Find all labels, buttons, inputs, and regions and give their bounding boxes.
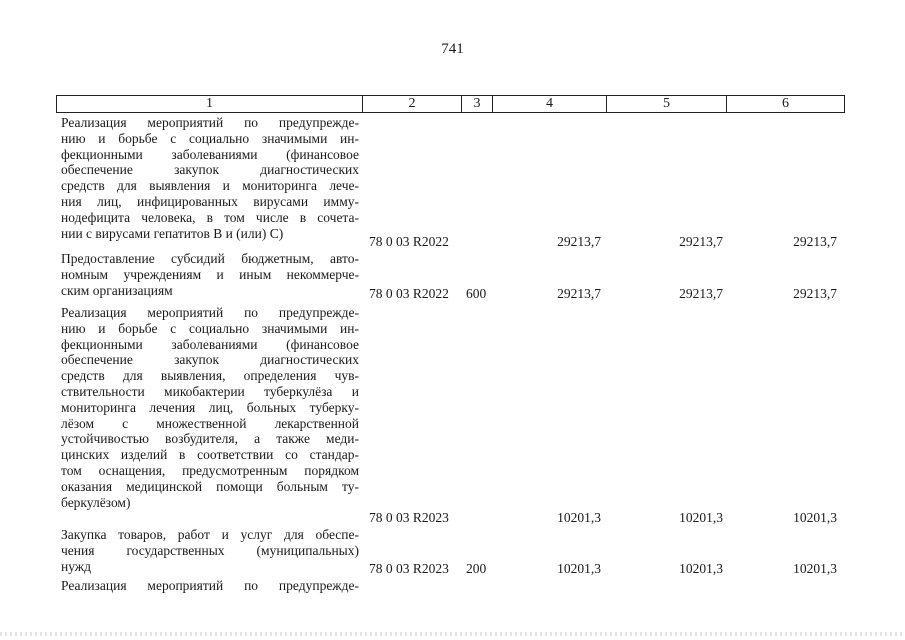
header-cell-2: 2	[362, 96, 461, 112]
description-line: средств для выявления и мониторинга лече-	[61, 178, 359, 194]
description-line: Предоставление субсидий бюджетным, авто-	[61, 251, 359, 266]
description-line: цинских изделий в соответствии со стандар-	[61, 447, 359, 463]
table-row-description	[61, 578, 359, 594]
scan-edge-artifact	[0, 632, 905, 636]
amount-col-5: 29213,7	[679, 286, 723, 301]
description-line: ния лиц, инфицированных вирусами имму-	[61, 193, 359, 209]
description-line: Реализация мероприятий по предупрежде-	[61, 115, 359, 130]
header-cell-5: 5	[606, 96, 726, 112]
description-line: фекционными заболеваниями (финансовое	[61, 146, 359, 162]
amount-col-5: 10201,3	[679, 510, 723, 525]
target-code: 78 0 03 R2022	[369, 234, 449, 249]
target-code: 78 0 03 R2022	[369, 286, 449, 301]
description-line: нию и борьбе с социально значимыми ин-	[61, 320, 359, 336]
description-line: Реализация мероприятий по предупрежде-	[61, 578, 359, 593]
description-line: Закупка товаров, работ и услуг для обеспе-	[61, 527, 359, 542]
description-line: нии с вирусами гепатитов B и (или) C)	[61, 225, 284, 241]
page-number: 741	[441, 41, 464, 57]
header-cell-4: 4	[492, 96, 606, 112]
header-cell-1: 1	[206, 96, 213, 111]
description-line: том оснащения, предусмотренным порядком	[61, 462, 359, 478]
description-line: средств для выявления, определения чув-	[61, 368, 359, 384]
target-code: 78 0 03 R2023	[369, 510, 449, 525]
description-line: беркулёзом)	[61, 494, 131, 510]
table-header-row	[56, 95, 845, 113]
table-row-description	[61, 527, 359, 574]
description-line: нужд	[61, 558, 91, 574]
amount-col-4: 29213,7	[557, 234, 601, 249]
amount-col-5: 29213,7	[679, 234, 723, 249]
description-line: нию и борьбе с социально значимыми ин-	[61, 130, 359, 146]
description-line: ским организациям	[61, 282, 173, 298]
expense-type: 600	[466, 286, 487, 301]
amount-col-6: 29213,7	[793, 234, 837, 249]
description-line: нодефицита человека, в том числе в сочета-	[61, 209, 359, 225]
description-line: ствительности микобактерии туберкулёза и	[61, 383, 359, 399]
table-row-description	[61, 115, 359, 241]
description-line: фекционными заболеваниями (финансовое	[61, 336, 359, 352]
amount-col-4: 29213,7	[557, 286, 601, 301]
table-row-description	[61, 305, 359, 510]
amount-col-4: 10201,3	[557, 510, 601, 525]
header-cell-6: 6	[726, 96, 844, 112]
description-line: оказания медицинской помощи больным ту-	[61, 478, 359, 494]
target-code: 78 0 03 R2023	[369, 561, 449, 576]
description-line: устойчивостью возбудителя, а также меди-	[61, 431, 359, 447]
amount-col-6: 10201,3	[793, 510, 837, 525]
header-cell-3: 3	[461, 96, 492, 112]
description-line: лёзом с множественной лекарственной	[61, 415, 359, 431]
expense-type: 200	[466, 561, 487, 576]
amount-col-5: 10201,3	[679, 561, 723, 576]
description-line: чения государственных (муниципальных)	[61, 542, 359, 558]
amount-col-6: 10201,3	[793, 561, 837, 576]
description-line: мониторинга лечения лиц, больных туберку-	[61, 399, 359, 415]
description-line: Реализация мероприятий по предупрежде-	[61, 305, 359, 320]
amount-col-4: 10201,3	[557, 561, 601, 576]
description-line: номным учреждениям и иным некоммерче-	[61, 266, 359, 282]
description-line: обеспечение закупок диагностических	[61, 162, 359, 178]
description-line: обеспечение закупок диагностических	[61, 352, 359, 368]
amount-col-6: 29213,7	[793, 286, 837, 301]
table-row-description	[61, 251, 359, 298]
